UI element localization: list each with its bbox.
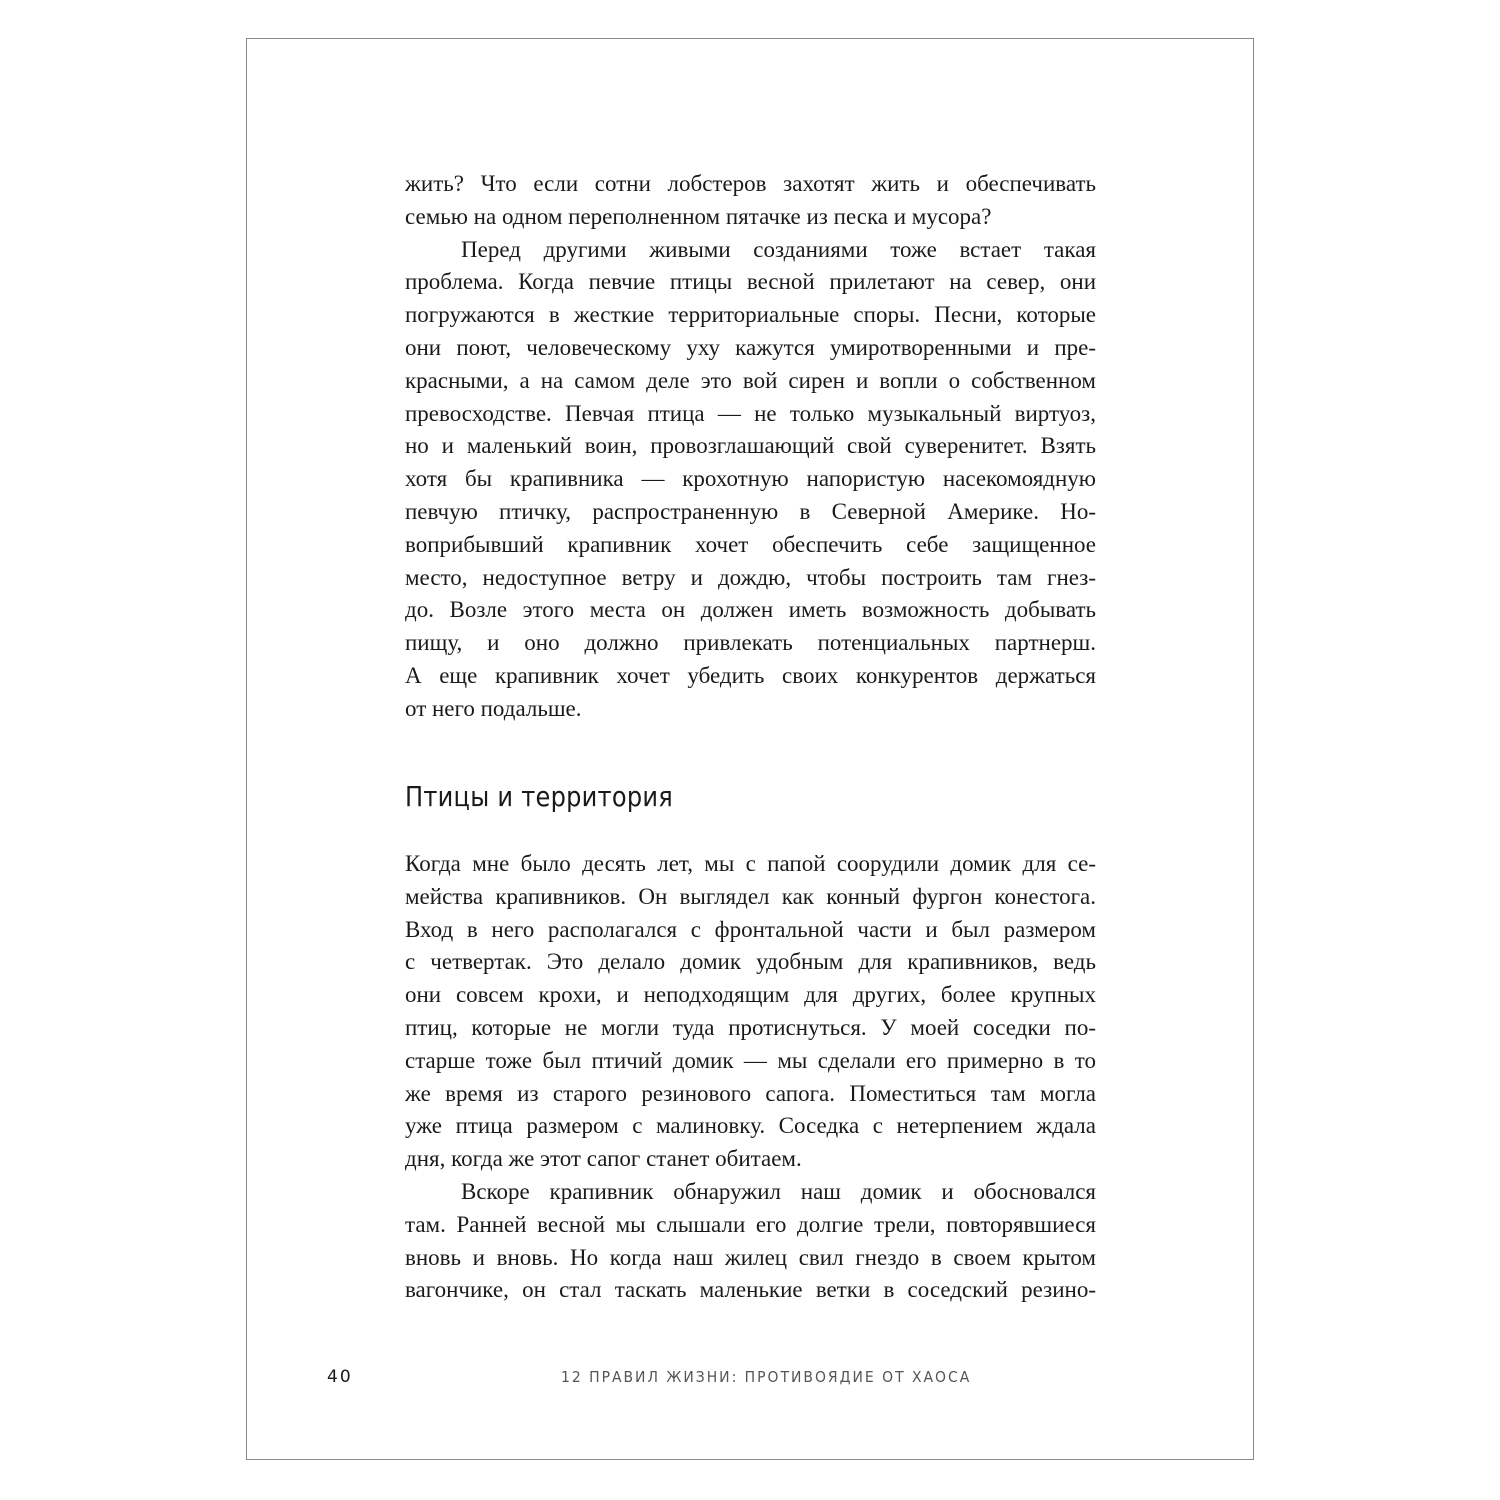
section-heading: Птицы и территория xyxy=(405,780,674,813)
text-line: певчую птичку, распространенную в Северной Америке. Но- xyxy=(405,498,1096,524)
text-line: Когда мне было десять лет, мы с папой соорудили домик для се- xyxy=(405,851,1096,876)
text-line: с четвертак. Это делало домик удобным для крапивников, ведь xyxy=(405,949,1096,975)
text-line: дня, когда же этот сапог станет обитаем. xyxy=(405,1146,802,1172)
running-footer-title: 12 ПРАВИЛ ЖИЗНИ: ПРОТИВОЯДИЕ ОТ ХАОСА xyxy=(561,1368,972,1386)
text-line: Вскоре крапивник обнаружил наш домик и обосновался xyxy=(461,1178,1096,1204)
text-line: превосходстве. Певчая птица — не только музыкальный виртуоз, xyxy=(405,400,1096,426)
text-line: проблема. Когда певчие птицы весной прилетают на север, они xyxy=(405,269,1096,295)
text-line: хотя бы крапивника — крохотную напористую насекомоядную xyxy=(405,466,1096,492)
paragraph-songbirds xyxy=(405,234,1096,726)
paragraph-continued xyxy=(405,168,1096,234)
text-line: семью на одном переполненном пятачке из песка и мусора? xyxy=(405,203,992,229)
page-number: 40 xyxy=(327,1367,353,1387)
text-line: красными, а на самом деле это вой сирен и вопли о собственном xyxy=(405,367,1096,393)
text-line: же время из старого резинового сапога. Поместиться там могла xyxy=(405,1080,1096,1106)
paragraph-birdhouse xyxy=(405,848,1096,1176)
text-line: вагончике, он стал таскать маленькие ветки в соседский резино- xyxy=(405,1277,1096,1303)
text-line: мейства крапивников. Он выглядел как конный фургон конестога. xyxy=(405,883,1096,909)
text-line: воприбывший крапивник хочет обеспечить себе защищенное xyxy=(405,531,1096,557)
text-line: от него подальше. xyxy=(405,695,582,721)
text-line: но и маленький воин, провозглашающий свой суверенитет. Взять xyxy=(405,433,1096,459)
text-line: птиц, которые не могли туда протиснуться. У моей соседки по- xyxy=(405,1014,1096,1040)
text-line: пищу, и оно должно привлекать потенциальных партнерш. xyxy=(405,630,1096,656)
paragraph-wren-arrives xyxy=(405,1176,1096,1307)
text-line: А еще крапивник хочет убедить своих конкурентов держаться xyxy=(405,662,1096,688)
text-line: там. Ранней весной мы слышали его долгие трели, повторявшиеся xyxy=(405,1211,1096,1237)
text-line: уже птица размером с малиновку. Соседка с нетерпением ждала xyxy=(405,1113,1096,1139)
text-line: они совсем крохи, и неподходящим для других, более крупных xyxy=(405,982,1096,1008)
text-line: Вход в него располагался с фронтальной части и был размером xyxy=(405,916,1096,942)
text-line: погружаются в жесткие территориальные споры. Песни, которые xyxy=(405,302,1096,328)
text-line: до. Возле этого места он должен иметь возможность добывать xyxy=(405,597,1096,623)
text-line: старше тоже был птичий домик — мы сделали его примерно в то xyxy=(405,1047,1096,1073)
body-text-bottom xyxy=(405,848,1096,1307)
text-line: место, недоступное ветру и дождю, чтобы построить там гнез- xyxy=(405,564,1096,590)
text-line: вновь и вновь. Но когда наш жилец свил гнездо в своем крытом xyxy=(405,1244,1096,1270)
text-line: жить? Что если сотни лобстеров захотят жить и обеспечивать xyxy=(405,171,1096,196)
text-line: они поют, человеческому уху кажутся умиротворенными и пре- xyxy=(405,334,1096,360)
text-line: Перед другими живыми созданиями тоже встает такая xyxy=(461,236,1096,262)
body-text-top xyxy=(405,168,1096,726)
